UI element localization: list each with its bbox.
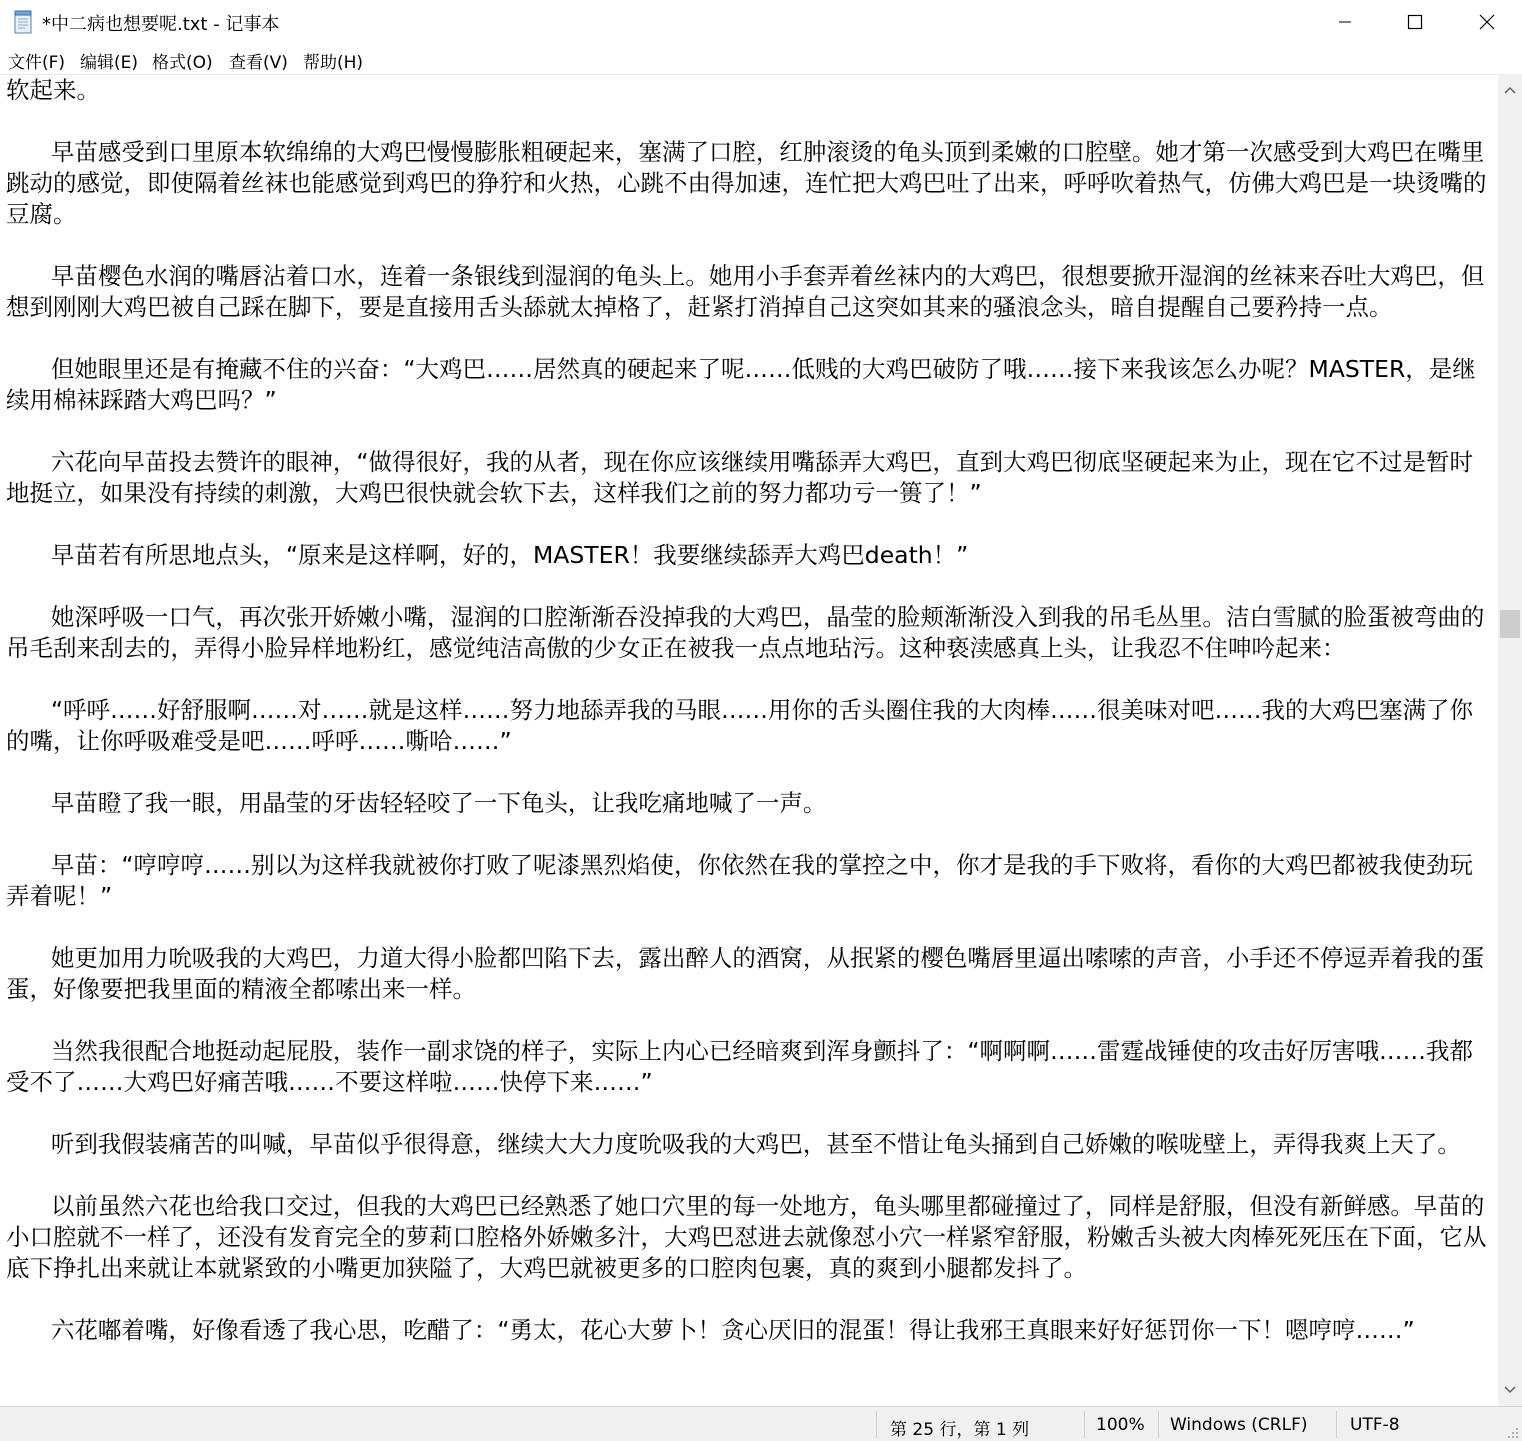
menu-format[interactable]: 格式(O) (152, 53, 213, 73)
text-line: 六花向早苗投去赞许的眼神，“做得很好，我的从者，现在你应该继续用嘴舔弄大鸡巴，直到大鸡巴彻底坚硬起来为止，现在它不过是暂时地挺立，如果没有持续的刺激，大鸡巴很快就会软下去，这样我们之前的努力都功亏一篑了！” (6, 448, 1474, 507)
text-line (6, 819, 1496, 850)
status-divider (1336, 1411, 1337, 1438)
text-editor[interactable] (0, 74, 1498, 1407)
text-line: 听到我假装痛苦的叫喊，早苗似乎很得意，继续大大力度吮吸我的大鸡巴，甚至不惜让龟头捅到自己娇嫩的喉咙壁上，弄得我爽上天了。 (6, 1130, 1461, 1158)
text-line (6, 323, 1496, 354)
status-divider (876, 1411, 877, 1438)
text-line: 早苗若有所思地点头，“原来是这样啊，好的，MASTER！我要继续舔弄大鸡巴death！” (6, 541, 969, 569)
text-line: 早苗樱色水润的嘴唇沾着口水，连着一条银线到湿润的龟头上。她用小手套弄着丝袜内的大鸡巴，很想要掀开湿润的丝袜来吞吐大鸡巴，但想到刚刚大鸡巴被自己踩在脚下，要是直接用舌头舔就太掉格了，赶紧打消掉自己这突如其来的骚浪念头，暗自提醒自己要矜持一点。 (6, 262, 1485, 321)
text-line (6, 1098, 1496, 1129)
text-line: 但她眼里还是有掩藏不住的兴奋：“大鸡巴……居然真的硬起来了呢……低贱的大鸡巴破防了哦……接下来我该怎么办呢？MASTER，是继续用棉袜踩踏大鸡巴吗？” (6, 355, 1476, 414)
status-divider (1158, 1411, 1159, 1438)
text-line: 当然我很配合地挺动起屁股，装作一副求饶的样子，实际上内心已经暗爽到浑身颤抖了：“啊啊啊……雷霆战锤使的攻击好厉害哦……我都受不了……大鸡巴好痛苦哦……不要这样啦……快停下来……” (6, 1037, 1474, 1096)
title-bar[interactable] (0, 0, 1522, 44)
minimize-icon (1338, 15, 1352, 29)
close-icon (1479, 14, 1495, 30)
text-line: 以前虽然六花也给我口交过，但我的大鸡巴已经熟悉了她口穴里的每一处地方，龟头哪里都碰撞过了，同样是舒服，但没有新鲜感。早苗的小口腔就不一样了，还没有发育完全的萝莉口腔格外娇嫩多汁，大鸡巴怼进去就像怼小穴一样紧窄舒服，粉嫩舌头被大肉棒死死压在下面，它从底下挣扎出来就让本就紧致的小嘴更加狭隘了，大鸡巴就被更多的口腔肉包裹，真的爽到小腿都发抖了。 (6, 1192, 1487, 1282)
text-line (6, 1005, 1496, 1036)
text-line (6, 106, 1496, 137)
chevron-down-icon (1504, 1386, 1516, 1394)
text-line: 她更加用力吮吸我的大鸡巴，力道大得小脸都凹陷下去，露出醉人的酒窝，从抿紧的樱色嘴唇里逼出嗦嗦的声音，小手还不停逗弄着我的蛋蛋，好像要把我里面的精液全都嗦出来一样。 (6, 944, 1485, 1003)
scroll-up-button[interactable] (1498, 78, 1522, 102)
text-line (6, 509, 1496, 540)
scroll-thumb[interactable] (1500, 610, 1520, 638)
notepad-icon (12, 10, 34, 34)
zoom-level: 100% (1096, 1415, 1145, 1435)
text-line: 她深呼吸一口气，再次张开娇嫩小嘴，湿润的口腔渐渐吞没掉我的大鸡巴，晶莹的脸颊渐渐没入到我的吊毛丛里。洁白雪腻的脸蛋被弯曲的吊毛刮来刮去的，弄得小脸异样地粉红，感觉纯洁高傲的少女正在被我一点点地玷污。这种亵渎感真上头，让我忍不住呻吟起来： (6, 603, 1485, 662)
minimize-button[interactable] (1310, 0, 1380, 44)
scroll-down-button[interactable] (1498, 1378, 1522, 1402)
maximize-icon (1407, 14, 1423, 30)
menu-file[interactable]: 文件(F) (8, 53, 66, 73)
text-line (6, 1160, 1496, 1191)
menu-edit[interactable]: 编辑(E) (80, 53, 139, 73)
chevron-up-icon (1504, 86, 1516, 94)
close-button[interactable] (1452, 0, 1522, 44)
text-line (6, 571, 1496, 602)
encoding: UTF-8 (1350, 1415, 1400, 1435)
editor-content[interactable] (6, 75, 1496, 1346)
text-line (6, 757, 1496, 788)
text-line: 早苗：“哼哼哼……别以为这样我就被你打败了呢漆黑烈焰使，你依然在我的掌控之中，你才是我的手下败将，看你的大鸡巴都被我使劲玩弄着呢！” (6, 851, 1474, 910)
text-line: “呼呼……好舒服啊……对……就是这样……努力地舔弄我的马眼……用你的舌头圈住我的大肉棒……很美味对吧……我的大鸡巴塞满了你的嘴，让你呼吸难受是吧……呼呼……嘶哈……” (6, 696, 1474, 755)
text-line (6, 230, 1496, 261)
menu-help[interactable]: 帮助(H) (303, 53, 364, 73)
line-ending: Windows (CRLF) (1170, 1415, 1308, 1435)
text-line: 早苗感受到口里原本软绵绵的大鸡巴慢慢膨胀粗硬起来，塞满了口腔，红肿滚烫的龟头顶到柔嫩的口腔壁。她才第一次感受到大鸡巴在嘴里跳动的感觉，即使隔着丝袜也能感觉到鸡巴的狰狞和火热，心跳不由得加速，连忙把大鸡巴吐了出来，呼呼吹着热气，仿佛大鸡巴是一块烫嘴的豆腐。 (6, 138, 1487, 228)
vertical-scrollbar[interactable] (1498, 74, 1522, 1406)
menu-view[interactable]: 查看(V) (229, 53, 288, 73)
text-line: 早苗瞪了我一眼，用晶莹的牙齿轻轻咬了一下龟头，让我吃痛地喊了一声。 (6, 789, 827, 817)
cursor-position: 第 25 行，第 1 列 (890, 1420, 1030, 1440)
text-line (6, 664, 1496, 695)
menu-bar (0, 44, 1522, 74)
text-line: 软起来。 (6, 76, 100, 104)
resize-grip-icon[interactable] (1507, 1427, 1519, 1439)
text-line: 六花嘟着嘴，好像看透了我心思，吃醋了：“勇太，花心大萝卜！贪心厌旧的混蛋！得让我邪王真眼来好好惩罚你一下！嗯哼哼……” (6, 1316, 1415, 1344)
status-divider (1084, 1411, 1085, 1438)
text-line (6, 1284, 1496, 1315)
text-line (6, 912, 1496, 943)
status-bar (0, 1406, 1522, 1441)
maximize-button[interactable] (1380, 0, 1450, 44)
text-line (6, 416, 1496, 447)
window-title: *中二病也想要呢.txt - 记事本 (42, 14, 280, 35)
